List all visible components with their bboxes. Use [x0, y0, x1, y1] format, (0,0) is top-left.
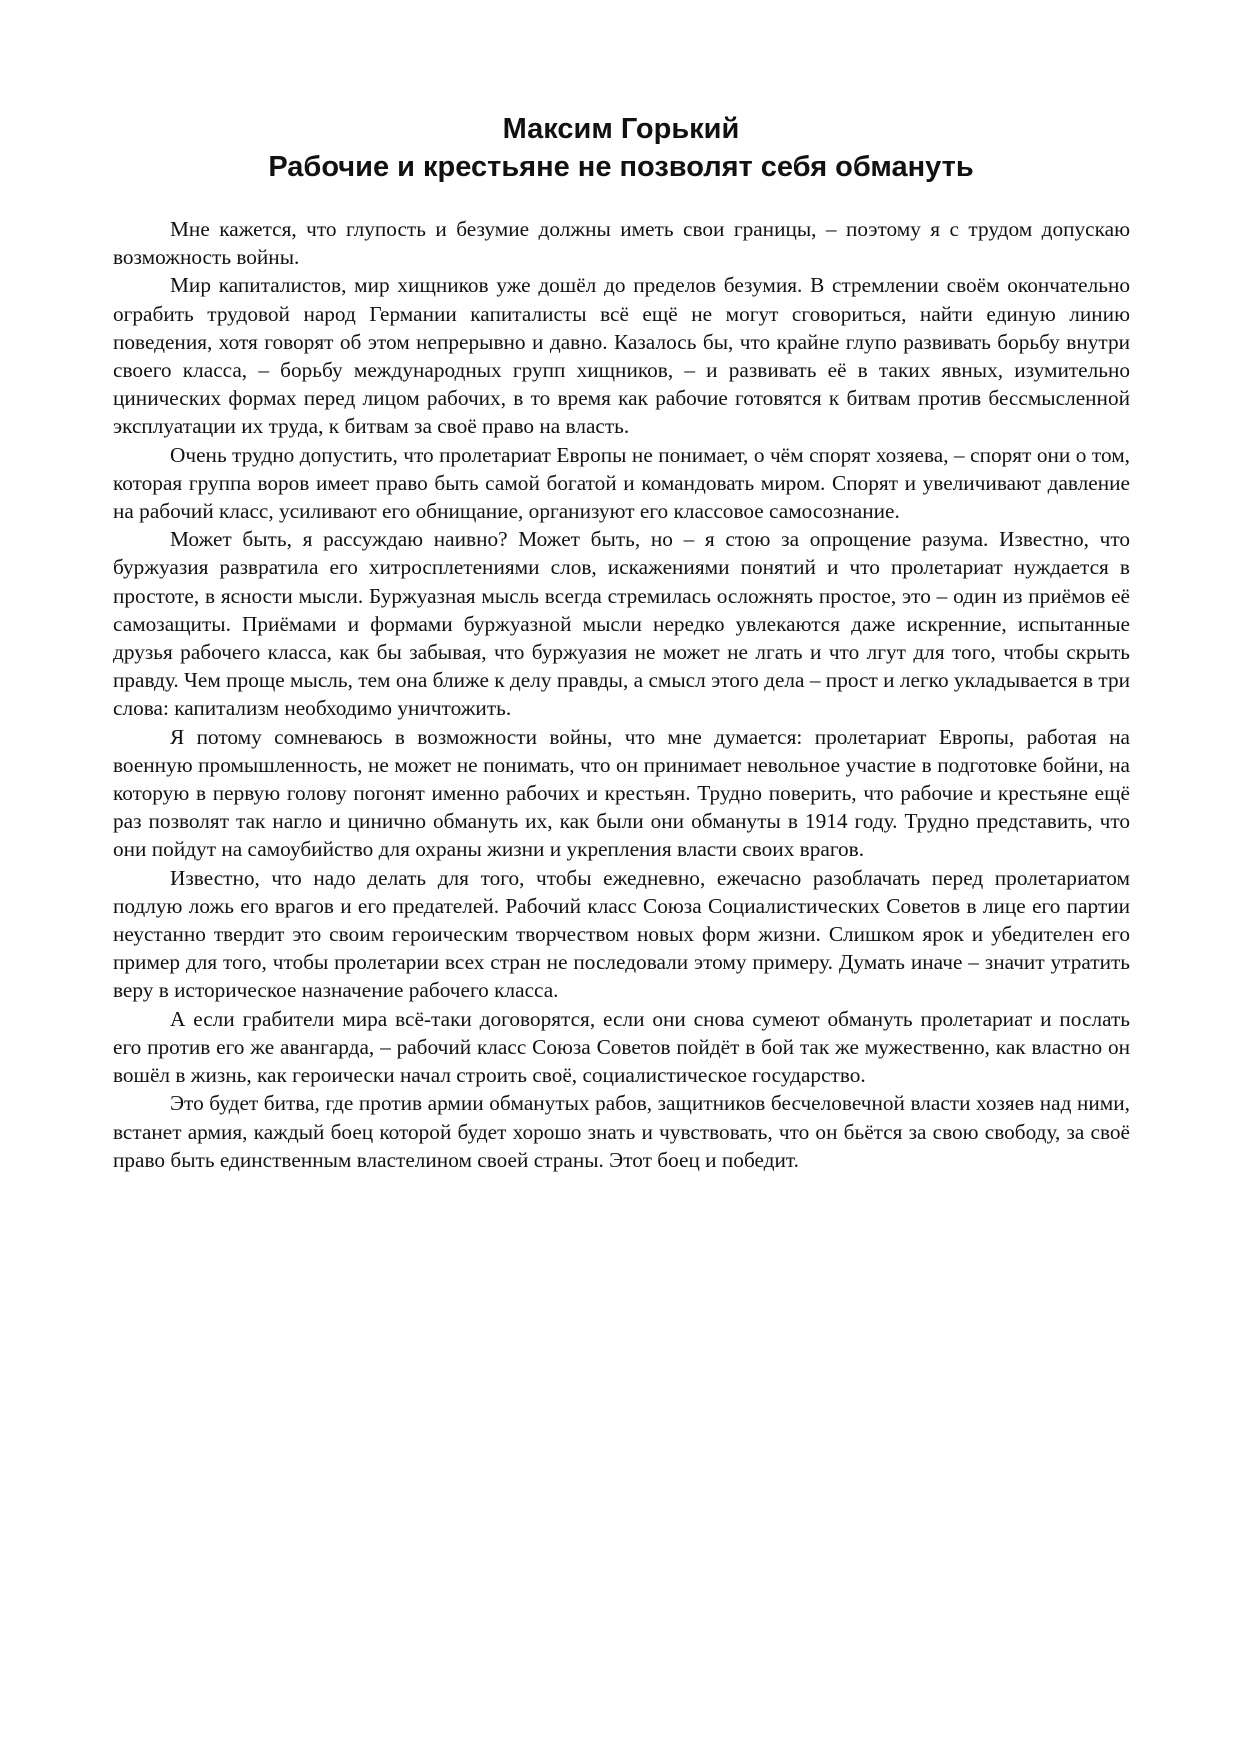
paragraph: Это будет битва, где против армии обманутых рабов, защитников бесчеловечной власти хозяев над ними, встанет армия, каждый боец которой будет хорошо знать и чувствовать, что он бьётся за свою свободу, за своё право быть единственным властелином своей страны. Этот боец и победит. [113, 1091, 1130, 1172]
author-name: Максим Горький [502, 113, 740, 145]
paragraph: Известно, что надо делать для того, чтобы ежедневно, ежечасно разоблачать перед пролетариатом подлую ложь его врагов и его предателей. Рабочий класс Союза Социалистических Советов в лице его партии неустанно твердит это своим героическим творчеством новых форм жизни. Слишком ярок и убедителен его пример для того, чтобы пролетарии всех стран не последовали этому примеру. Думать иначе – значит утратить веру в историческое назначение рабочего класса. [113, 865, 1130, 1003]
paragraph: Мне кажется, что глупость и безумие должны иметь свои границы, – поэтому я с трудом допускаю возможность войны. [113, 217, 1130, 270]
paragraph: Мир капиталистов, мир хищников уже дошёл до пределов безумия. В стремлении своём окончательно ограбить трудовой народ Германии капиталисты всё ещё не могут сговориться, найти единую линию поведения, хотя говорят об этом непрерывно и давно. Казалось бы, что крайне глупо развивать борьбу внутри своего класса, – борьбу международных групп хищников, – и развивать её в таких явных, изумительно цинических формах перед лицом рабочих, в то время как рабочие готовятся к битвам против бессмысленной эксплуатации их труда, к битвам за своё право на власть. [113, 273, 1130, 439]
document-title: Рабочие и крестьяне не позволят себя обмануть [268, 151, 974, 183]
paragraph: Я потому сомневаюсь в возможности войны, что мне думается: пролетариат Европы, работая на военную промышленность, не может не понимать, что он принимает невольное участие в подготовке бойни, на которую в первую голову погонят именно рабочих и крестьян. Трудно поверить, что рабочие и крестьяне ещё раз позволят так нагло и цинично обмануть их, как были они обмануты в 1914 году. Трудно представить, что они пойдут на самоубийство для охраны жизни и укрепления власти своих врагов. [113, 724, 1130, 862]
paragraph: Очень трудно допустить, что пролетариат Европы не понимает, о чём спорят хозяева, – спорят они о том, которая группа воров имеет право быть самой богатой и командовать миром. Спорят и увеличивают давление на рабочий класс, усиливают его обнищание, организуют его классовое самосознание. [113, 442, 1130, 524]
paragraph: А если грабители мира всё-таки договорятся, если они снова сумеют обмануть пролетариат и послать его против его же авангарда, – рабочий класс Союза Советов пойдёт в бой так же мужественно, как властно он вошёл в жизнь, как героически начал строить своё, социалистическое государство. [113, 1006, 1130, 1088]
title-block [0, 110, 1242, 186]
body-text [113, 215, 1130, 1174]
paragraph: Может быть, я рассуждаю наивно? Может быть, но – я стою за опрощение разума. Известно, что буржуазия развратила его хитросплетениями слов, искажениями понятий и что пролетариат нуждается в простоте, в ясности мысли. Буржуазная мысль всегда стремилась осложнять простое, это – один из приёмов её самозащиты. Приёмами и формами буржуазной мысли нередко увлекаются даже искренние, испытанные друзья рабочего класса, как бы забывая, что буржуазия не может не лгать и что лгут для того, чтобы скрыть правду. Чем проще мысль, тем она ближе к делу правды, а смысл этого дела – прост и легко укладывается в три слова: капитализм необходимо уничтожить. [113, 527, 1130, 721]
